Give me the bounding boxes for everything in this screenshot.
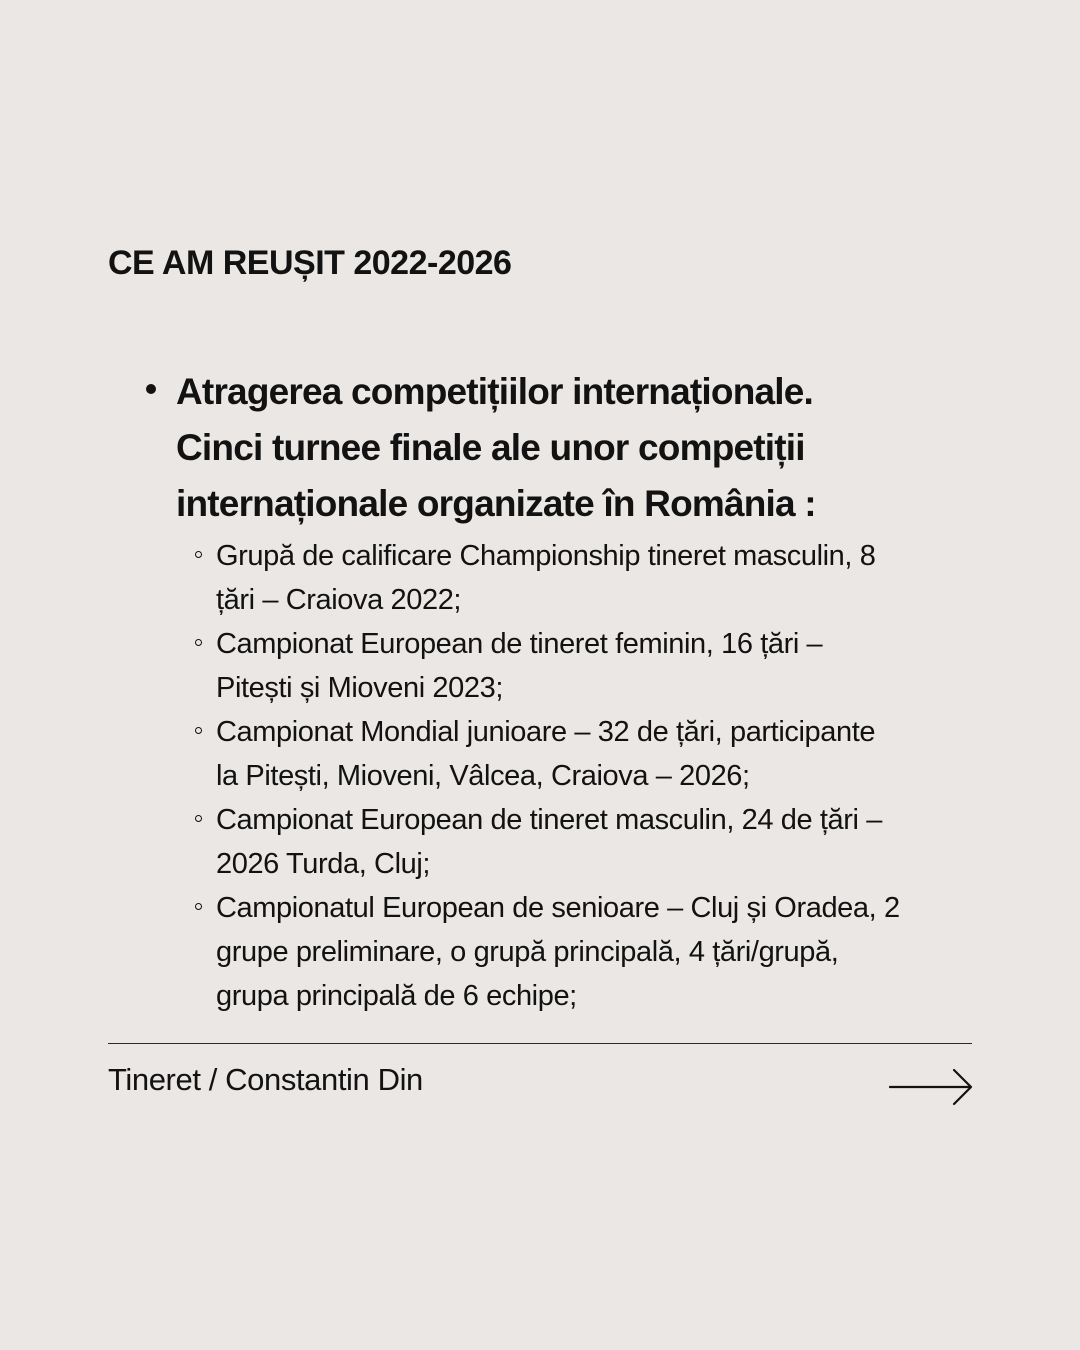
list-item-line: grupe preliminare, o grupă principală, 4 țări/grupă, xyxy=(216,936,839,968)
sub-list xyxy=(216,534,976,1018)
circle-bullet-icon xyxy=(195,903,202,910)
list-item-line: Campionatul European de senioare – Cluj și Oradea, 2 xyxy=(216,892,900,924)
list-item xyxy=(216,798,976,886)
list-item-line: Grupă de calificare Championship tineret masculin, 8 xyxy=(216,540,876,572)
main-item-line: Atragerea competițiilor internaționale. xyxy=(176,371,814,412)
main-item-line: Cinci turnee finale ale unor competiții xyxy=(176,427,805,468)
list-item xyxy=(216,886,976,1018)
list-item-line: Pitești și Mioveni 2023; xyxy=(216,672,503,704)
bullet-icon xyxy=(146,384,156,394)
circle-bullet-icon xyxy=(195,727,202,734)
list-item xyxy=(216,622,976,710)
circle-bullet-icon xyxy=(195,815,202,822)
main-item-line: internaționale organizate în România : xyxy=(176,483,816,524)
list-item-line: Campionat Mondial junioare – 32 de țări, participante xyxy=(216,716,876,748)
list-item-line: 2026 Turda, Cluj; xyxy=(216,848,431,880)
circle-bullet-icon xyxy=(195,551,202,558)
divider xyxy=(108,1043,972,1044)
arrow-right-icon[interactable] xyxy=(888,1066,974,1108)
list-item xyxy=(216,534,976,622)
footer-text: Tineret / Constantin Din xyxy=(108,1062,423,1097)
section-title: CE AM REUȘIT 2022-2026 xyxy=(108,244,512,282)
list-item-line: țări – Craiova 2022; xyxy=(216,584,462,616)
list-item-line: grupa principală de 6 echipe; xyxy=(216,980,577,1012)
list-item-line: Campionat European de tineret masculin, 24 de țări – xyxy=(216,804,882,836)
circle-bullet-icon xyxy=(195,639,202,646)
main-list xyxy=(176,364,976,1018)
list-item-line: la Pitești, Mioveni, Vâlcea, Craiova – 2026; xyxy=(216,760,750,792)
main-item-text xyxy=(176,364,976,532)
list-item-line: Campionat European de tineret feminin, 16 țări – xyxy=(216,628,823,660)
list-item xyxy=(216,710,976,798)
